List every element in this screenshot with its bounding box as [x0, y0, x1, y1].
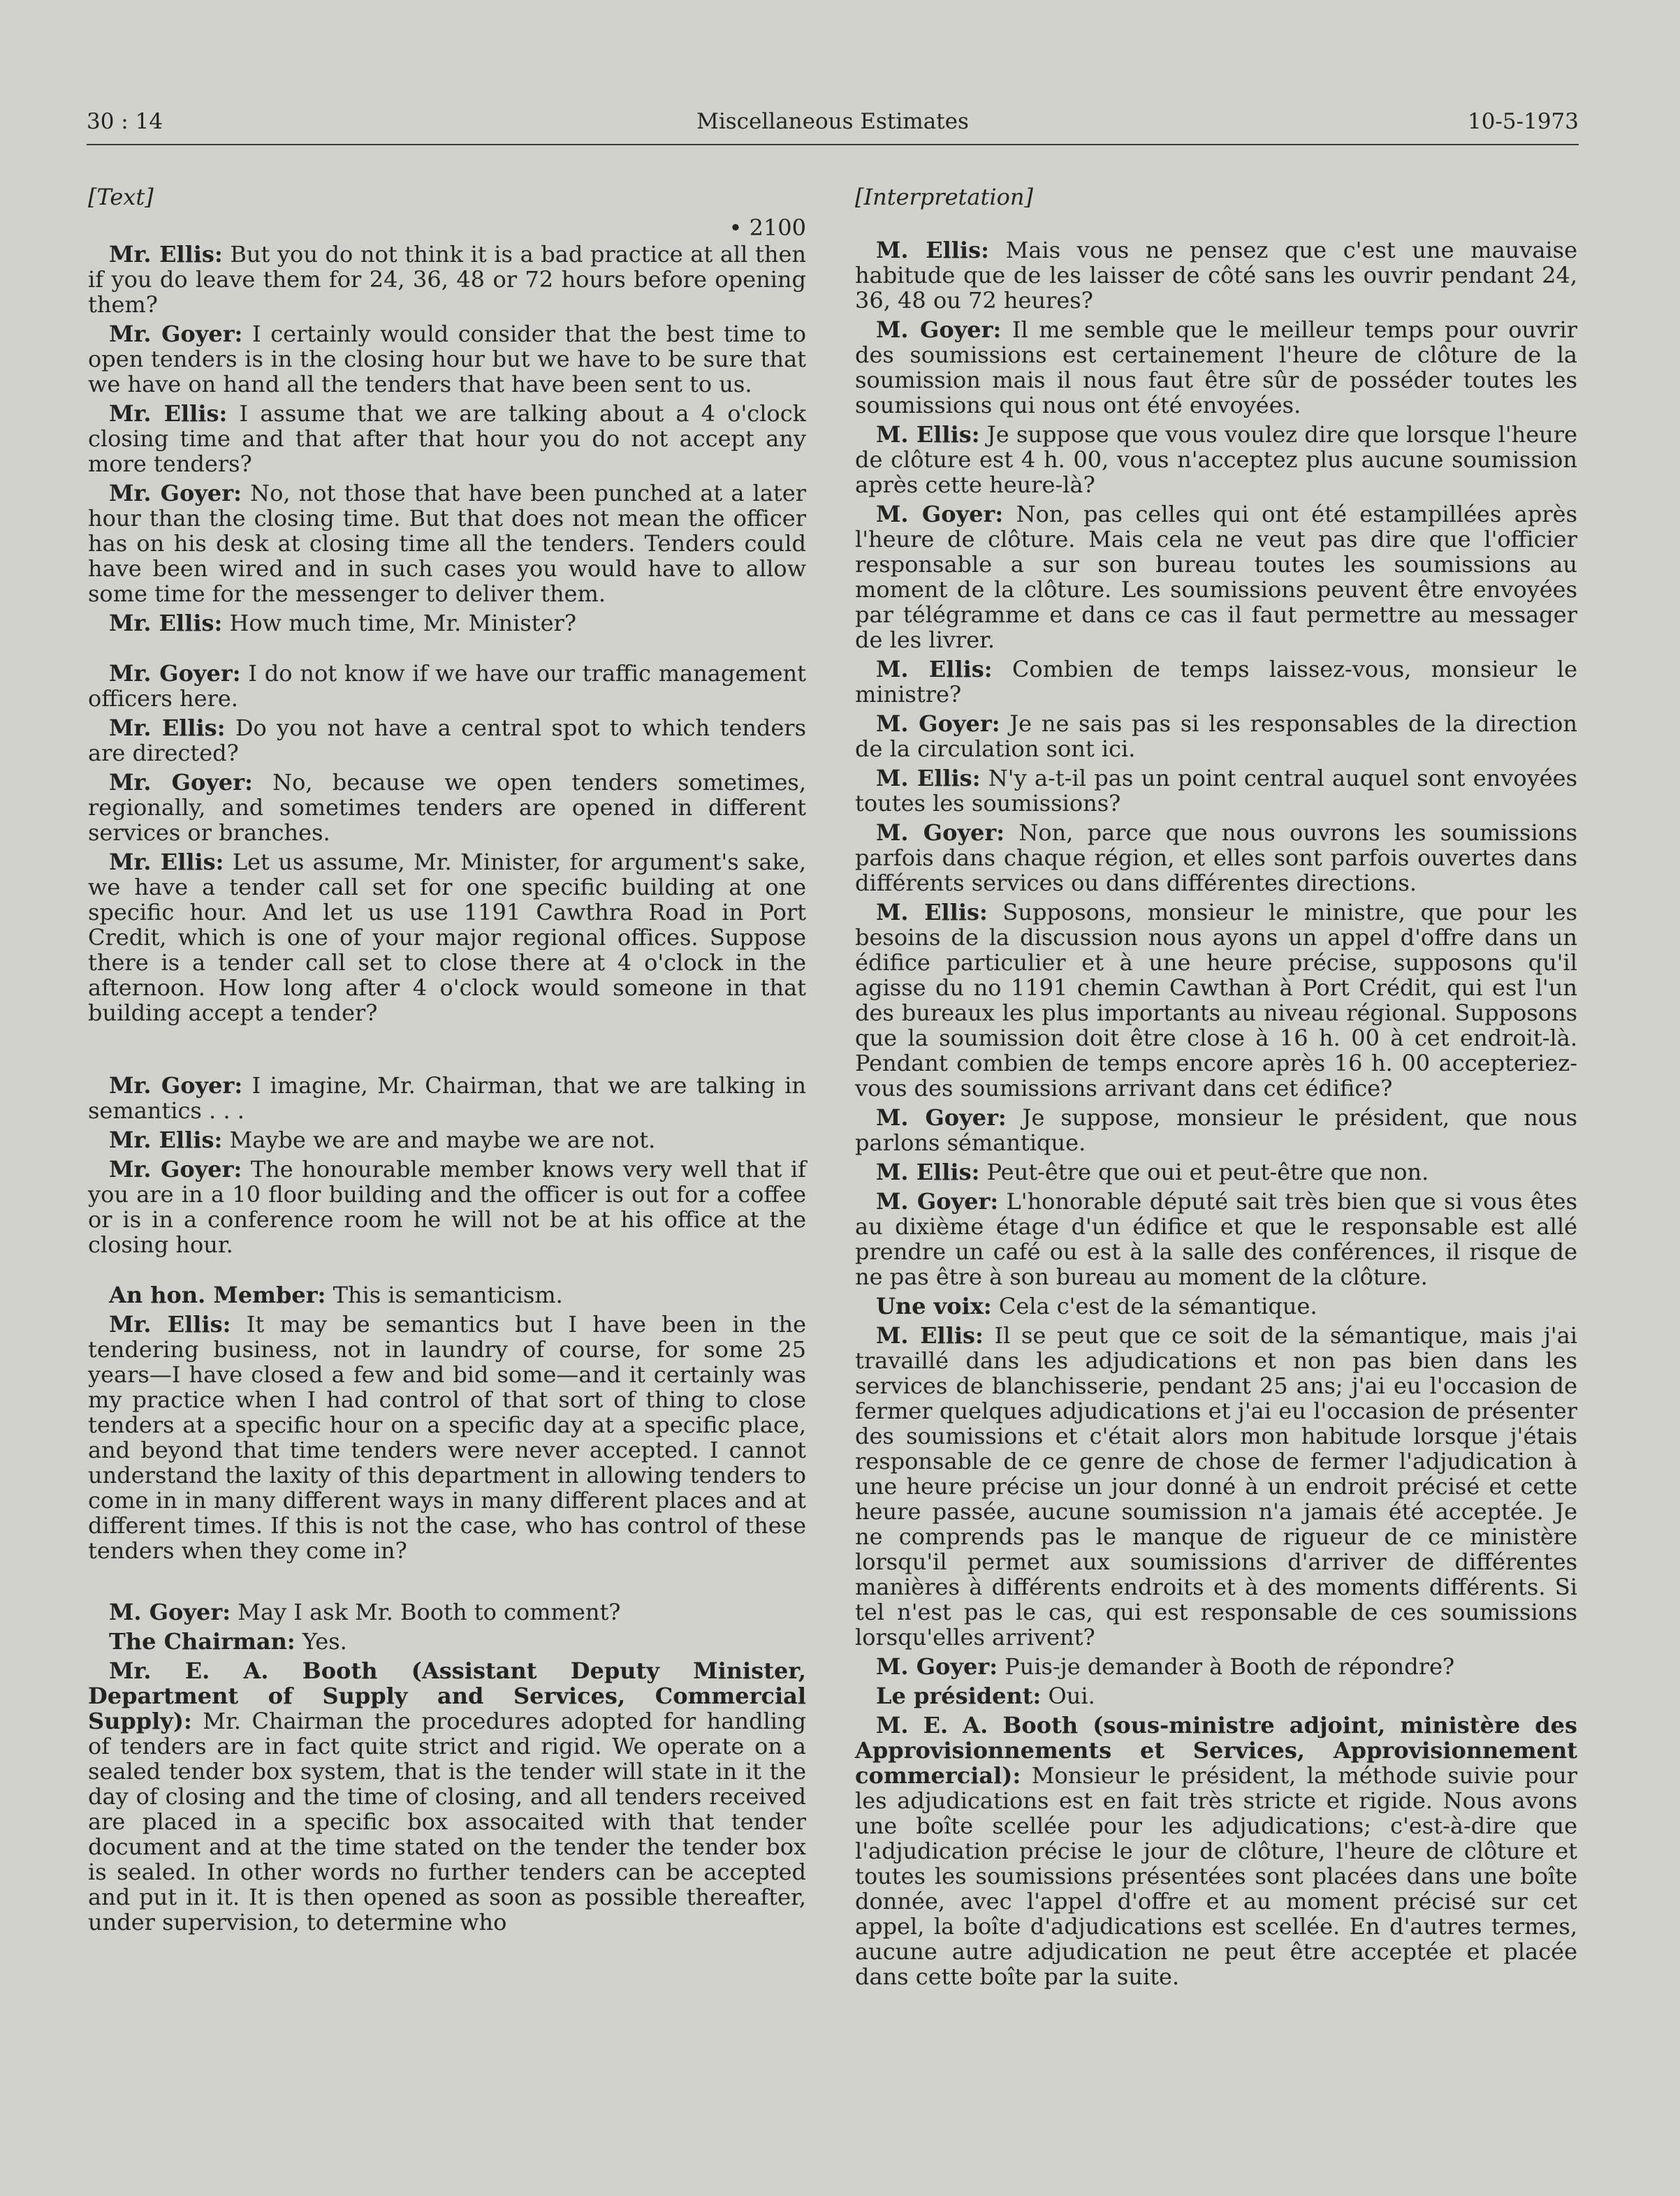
transcript-paragraph — [88, 1073, 806, 1123]
speech-text: Mais vous ne pensez que c'est une mauvaise habitude que de les laisser de côté sans les ouvrir pendant 24, 36, 48 ou 72 heures? — [855, 237, 1578, 314]
speech-text: How much time, Mr. Minister? — [222, 610, 576, 636]
transcript-paragraph — [855, 711, 1577, 761]
transcript-paragraph — [855, 657, 1577, 707]
speech-text: Il se peut que ce soit de la sémantique, mais j'ai travaillé dans les adjudications et non pas bien dans les services de blanchisserie, pendant 25 ans; j'ai eu l'occasion de fermer quelques adjudications et j'ai eu l'occasion de présenter des soumissions et c'était alors mon habitude lorsque j'étais responsable de ce genre de chose de fermer l'adjudication à une heure précise un jour donné à un endroit précisé et cette heure passée, aucune soumission n'a jamais été acceptée. Je ne comprends pas le manque de rigueur de ce ministère lorsqu'il permet aux soumissions d'arriver de différentes manières à différents endroits et à des moments différents. Si tel n'est pas le cas, qui est responsable de ces soumissions lorsqu'elles arrivent? — [855, 1322, 1578, 1650]
speaker-name: Mr. Goyer: — [109, 660, 241, 687]
speaker-name: Mr. Ellis: — [109, 715, 226, 741]
speaker-name: Mr. Goyer: — [109, 1072, 243, 1099]
speech-text: No, because we open tenders sometimes, regionally, and sometimes tenders are opened in different services or branches. — [88, 769, 806, 846]
speaker-name: Mr. Goyer: — [109, 1156, 242, 1183]
speaker-name: M. Ellis: — [876, 237, 989, 263]
speech-text: Yes. — [295, 1628, 347, 1655]
transcript-paragraph — [855, 237, 1577, 313]
speech-text: Combien de temps laissez-vous, monsieur le ministre? — [855, 656, 1577, 708]
speech-text: It may be semantics but I have been in the tendering business, not in laundry of course, for some 25 years—I have closed a few and bid some—and it certainly was my practice when I had control of that sort of thing to close tenders at a specific hour on a specific day at a specific place, and beyond that time tenders were never accepted. I cannot understand the laxity of this department in allowing tenders to come in in many different ways in many different places and at different times. If this is not the case, who has control of these tenders when they come in? — [88, 1311, 806, 1564]
speech-text: L'honorable député sait très bien que si vous êtes au dixième étage d'un édifice et que le responsable est allé prendre un café ou est à la salle des conférences, il risque de ne pas être à son bureau au moment de la clôture. — [855, 1188, 1577, 1290]
transcript-paragraph — [88, 1282, 806, 1308]
transcript-paragraph — [855, 1189, 1577, 1289]
speech-text: Mr. Chairman the procedures adopted for handling of tenders are in fact quite strict and rigid. We operate on a sealed tender box system, that is the tender will state in it the day of closing and the time of closing, and all tenders received are placed in a specific box assocaited with that tender document and at the time stated on the tender the tender box is sealed. In other words no further tenders can be accepted and put in it. It is then opened as soon as possible thereafter, under supervision, to determine who — [88, 1708, 806, 1935]
transcript-paragraph — [88, 1127, 806, 1152]
speaker-name: An hon. Member: — [109, 1282, 326, 1308]
speaker-name: Mr. E. A. Booth (Assistant Deputy Minister, Department of Supply and Services, Commercial Supply): — [88, 1657, 806, 1734]
page-number: 30 : 14 — [87, 109, 163, 134]
speaker-name: M. Ellis: — [876, 656, 993, 682]
transcript-paragraph — [88, 481, 806, 606]
french-column — [855, 184, 1577, 1993]
column-label-english: [Text] — [88, 184, 154, 210]
transcript-paragraph — [855, 820, 1577, 895]
transcript-paragraph — [88, 849, 806, 1025]
speech-text: But you do not think it is a bad practice at all then if you do leave them for 24, 36, 48 or 72 hours before opening them? — [88, 241, 807, 318]
speech-text: Oui. — [1041, 1683, 1095, 1709]
speaker-name: M. Ellis: — [876, 899, 988, 925]
page-date: 10-5-1973 — [1467, 109, 1579, 134]
transcript-paragraph — [855, 1159, 1577, 1185]
transcript-paragraph — [88, 321, 806, 397]
speech-text: Je ne sais pas si les responsables de la direction de la circulation sont ici. — [855, 710, 1578, 762]
speaker-name: Le président: — [876, 1683, 1042, 1709]
speech-text: I certainly would consider that the best time to open tenders is in the closing hour but we have to be sure that we have on hand all the tenders that have been sent to us. — [88, 321, 807, 397]
transcript-paragraph — [855, 1683, 1577, 1708]
transcript-paragraph — [88, 661, 806, 711]
speaker-name: Mr. Goyer: — [109, 321, 243, 347]
page-title: Miscellaneous Estimates — [696, 109, 969, 134]
speech-text: Non, parce que nous ouvrons les soumissions parfois dans chaque région, et elles sont parfois ouvertes dans différents services ou dans différentes directions. — [855, 819, 1578, 896]
time-marker: • 2100 — [729, 214, 806, 241]
speaker-name: Mr. Ellis: — [109, 400, 228, 427]
speech-text: I imagine, Mr. Chairman, that we are talking in semantics . . . — [88, 1072, 807, 1124]
speech-text: Non, pas celles qui ont été estampillées après l'heure de clôture. Mais cela ne veut pas dire que l'officier responsable a sur son bureau toutes les soumissions au moment de la clôture. Les soumissions peuvent être envoyées par télégramme et dans ce cas il faut permettre au messager de les livrer. — [855, 501, 1578, 653]
transcript-paragraph — [88, 770, 806, 845]
speaker-name: M. Goyer: — [876, 1653, 998, 1680]
speech-text: N'y a-t-il pas un point central auquel sont envoyées toutes les soumissions? — [855, 765, 1578, 817]
speaker-name: M. E. A. Booth (sous-ministre adjoint, ministère des Approvisionnements et Services, Approvisionnement commercial): — [855, 1712, 1577, 1789]
speech-text: Supposons, monsieur le ministre, que pour les besoins de la discussion nous ayons un appel d'offre dans un édifice particulier et à une heure précise, supposons qu'il agisse du no 1191 chemin Cawthan à Port Crédit, qui est l'un des bureaux les plus importants au niveau régional. Supposons que la soumission doit être close à 16 h. 00 à cet endroit-là. Pendant combien de temps encore après 16 h. 00 accepteriez-vous des soumissions arrivant dans cet édifice? — [855, 899, 1578, 1101]
english-column — [88, 184, 806, 1939]
speech-text: I do not know if we have our traffic management officers here. — [88, 660, 807, 712]
transcript-paragraph — [88, 1600, 806, 1625]
transcript-paragraph — [855, 1105, 1577, 1155]
speech-text: Monsieur le président, la méthode suivie pour les adjudications est en fait très stricte et rigide. Nous avons une boîte scellée pour les adjudications; c'est-à-dire que l'adjudication précise le jour de clôture, l'heure de clôture et toutes les soumissions présentées sont placées dans une boîte donnée, avec l'appel d'offre et au moment précisé sur cet appel, la boîte d'adjudications est scellée. En d'autres termes, aucune autre adjudication ne peut être acceptée et placée dans cette boîte par la suite. — [855, 1762, 1577, 1990]
speaker-name: M. Ellis: — [876, 1322, 984, 1349]
transcript-paragraph — [88, 1312, 806, 1563]
speaker-name: M. Goyer: — [876, 316, 1002, 343]
speaker-name: M. Ellis: — [876, 765, 981, 791]
transcript-paragraph — [855, 1654, 1577, 1679]
page-header — [87, 102, 1579, 141]
speech-text: Je suppose que vous voulez dire que lorsque l'heure de clôture est 4 h. 00, vous n'acceptez plus aucune soumission après cette heure-là? — [855, 421, 1578, 498]
column-label-french: [Interpretation] — [855, 184, 1033, 210]
speech-text: Puis-je demander à Booth de répondre? — [998, 1653, 1455, 1680]
transcript-paragraph — [855, 422, 1577, 497]
transcript-paragraph — [88, 1658, 806, 1935]
transcript-paragraph — [855, 766, 1577, 816]
speaker-name: M. Goyer: — [876, 710, 1000, 737]
speaker-name: Une voix: — [876, 1293, 992, 1319]
transcript-paragraph — [855, 317, 1577, 418]
transcript-paragraph — [88, 401, 806, 476]
speaker-name: M. Goyer: — [876, 819, 1005, 846]
speaker-name: Mr. Ellis: — [109, 849, 224, 875]
transcript-paragraph — [855, 900, 1577, 1101]
speaker-name: M. Ellis: — [876, 421, 980, 448]
speaker-name: M. Goyer: — [109, 1599, 231, 1625]
header-rule — [87, 144, 1579, 145]
speaker-name: Mr. Ellis: — [109, 241, 223, 268]
speaker-name: Mr. Ellis: — [109, 1127, 223, 1153]
speaker-name: Mr. Goyer: — [109, 480, 242, 506]
transcript-paragraph — [855, 1294, 1577, 1319]
transcript-paragraph — [88, 1629, 806, 1654]
speaker-name: M. Goyer: — [876, 1188, 999, 1215]
transcript-paragraph — [855, 502, 1577, 652]
speech-text: Je suppose, monsieur le président, que nous parlons sémantique. — [855, 1104, 1578, 1156]
speech-text: I assume that we are talking about a 4 o'clock closing time and that after that hour you do not accept any more tenders? — [88, 400, 807, 477]
speaker-name: M. Goyer: — [876, 1104, 1007, 1131]
speech-text: Do you not have a central spot to which tenders are directed? — [88, 715, 807, 766]
speaker-name: Mr. Ellis: — [109, 1311, 231, 1338]
speaker-name: M. Ellis: — [876, 1159, 980, 1185]
transcript-paragraph — [855, 1713, 1577, 1989]
speech-text: Cela c'est de la sémantique. — [991, 1293, 1317, 1319]
speech-text: Peut-être que oui et peut-être que non. — [979, 1159, 1429, 1185]
transcript-paragraph — [88, 715, 806, 766]
speech-text: Let us assume, Mr. Minister, for argument's sake, we have a tender call set for one specific building at one specific hour. And let us use 1191 Cawthra Road in Port Credit, which is one of your major regional offices. Suppose there is a tender call set to close there at 4 o'clock in the afternoon. How long after 4 o'clock would someone in that building accept a tender? — [88, 849, 807, 1026]
speech-text: Maybe we are and maybe we are not. — [222, 1127, 656, 1153]
speech-text: No, not those that have been punched at a later hour than the closing time. But that does not mean the officer has on his desk at closing time all the tenders. Tenders could have been wired and in such cases you would have to allow some time for the messenger to deliver them. — [88, 480, 807, 607]
transcript-paragraph — [88, 1157, 806, 1257]
speech-text: Il me semble que le meilleur temps pour ouvrir des soumissions est certainement l'heure de clôture de la soumission mais il nous faut être sûr de posséder toutes les soumissions qui nous ont été envoyées. — [855, 316, 1578, 418]
speaker-name: The Chairman: — [109, 1628, 295, 1655]
speaker-name: M. Goyer: — [876, 501, 1004, 527]
speech-text: May I ask Mr. Booth to comment? — [231, 1599, 621, 1625]
transcript-paragraph — [88, 610, 806, 636]
speaker-name: Mr. Ellis: — [109, 610, 223, 636]
transcript-paragraph — [88, 242, 806, 317]
transcript-paragraph — [855, 1323, 1577, 1650]
speech-text: The honourable member knows very well that if you are in a 10 floor building and the officer is out for a coffee or is in a conference room he will not be at his office at the closing hour. — [88, 1156, 807, 1258]
speech-text: This is semanticism. — [326, 1282, 563, 1308]
speaker-name: Mr. Goyer: — [109, 769, 253, 796]
